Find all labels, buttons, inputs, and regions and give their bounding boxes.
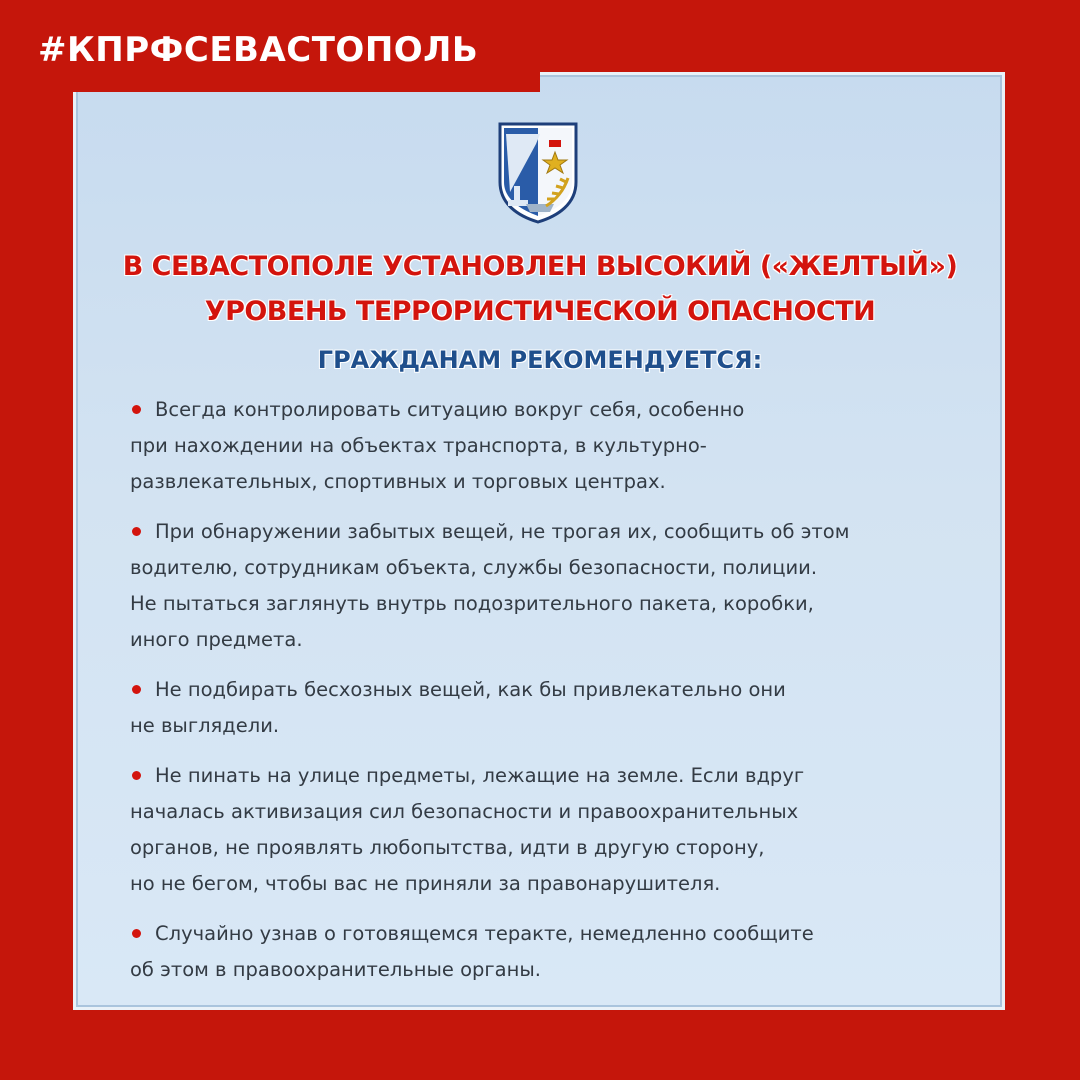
list-item-text: Всегда контролировать ситуацию вокруг себя, особенно при нахождении на объектах транспорта, в культурно- развлекательных, спортивных и торговых центрах. bbox=[130, 398, 745, 493]
bullet-icon bbox=[132, 527, 141, 536]
bullet-icon bbox=[132, 929, 141, 938]
recommendations-list bbox=[130, 392, 965, 1002]
bullet-icon bbox=[132, 405, 141, 414]
hashtag-label: #КПРФСЕВАСТОПОЛЬ bbox=[38, 30, 479, 70]
list-item bbox=[130, 392, 965, 500]
sevastopol-coat-of-arms-icon bbox=[496, 120, 580, 224]
bullet-icon bbox=[132, 771, 141, 780]
list-item-text: Не подбирать бесхозных вещей, как бы привлекательно они не выглядели. bbox=[130, 678, 786, 737]
list-item bbox=[130, 758, 965, 902]
list-item bbox=[130, 916, 965, 988]
list-item bbox=[130, 514, 965, 658]
list-item bbox=[130, 672, 965, 744]
bullet-icon bbox=[132, 685, 141, 694]
page-title: В СЕВАСТОПОЛЕ УСТАНОВЛЕН ВЫСОКИЙ («ЖЕЛТЫЙ») УРОВЕНЬ ТЕРРОРИСТИЧЕСКОЙ ОПАСНОСТИ bbox=[122, 251, 958, 327]
list-item-text: При обнаружении забытых вещей, не трогая их, сообщить об этом водителю, сотрудникам объекта, службы безопасности, полиции. Не пытаться заглянуть внутрь подозрительного пакета, коробки, иного предмета. bbox=[130, 520, 850, 651]
recommendations-heading: ГРАЖДАНАМ РЕКОМЕНДУЕТСЯ: bbox=[317, 346, 763, 374]
list-item-text: Случайно узнав о готовящемся теракте, немедленно сообщите об этом в правоохранительные органы. bbox=[130, 922, 814, 981]
list-item-text: Не пинать на улице предметы, лежащие на земле. Если вдруг началась активизация сил безопасности и правоохранительных органов, не проявлять любопытства, идти в другую сторону, но не бегом, чтобы вас не приняли за правонарушителя. bbox=[130, 764, 805, 895]
